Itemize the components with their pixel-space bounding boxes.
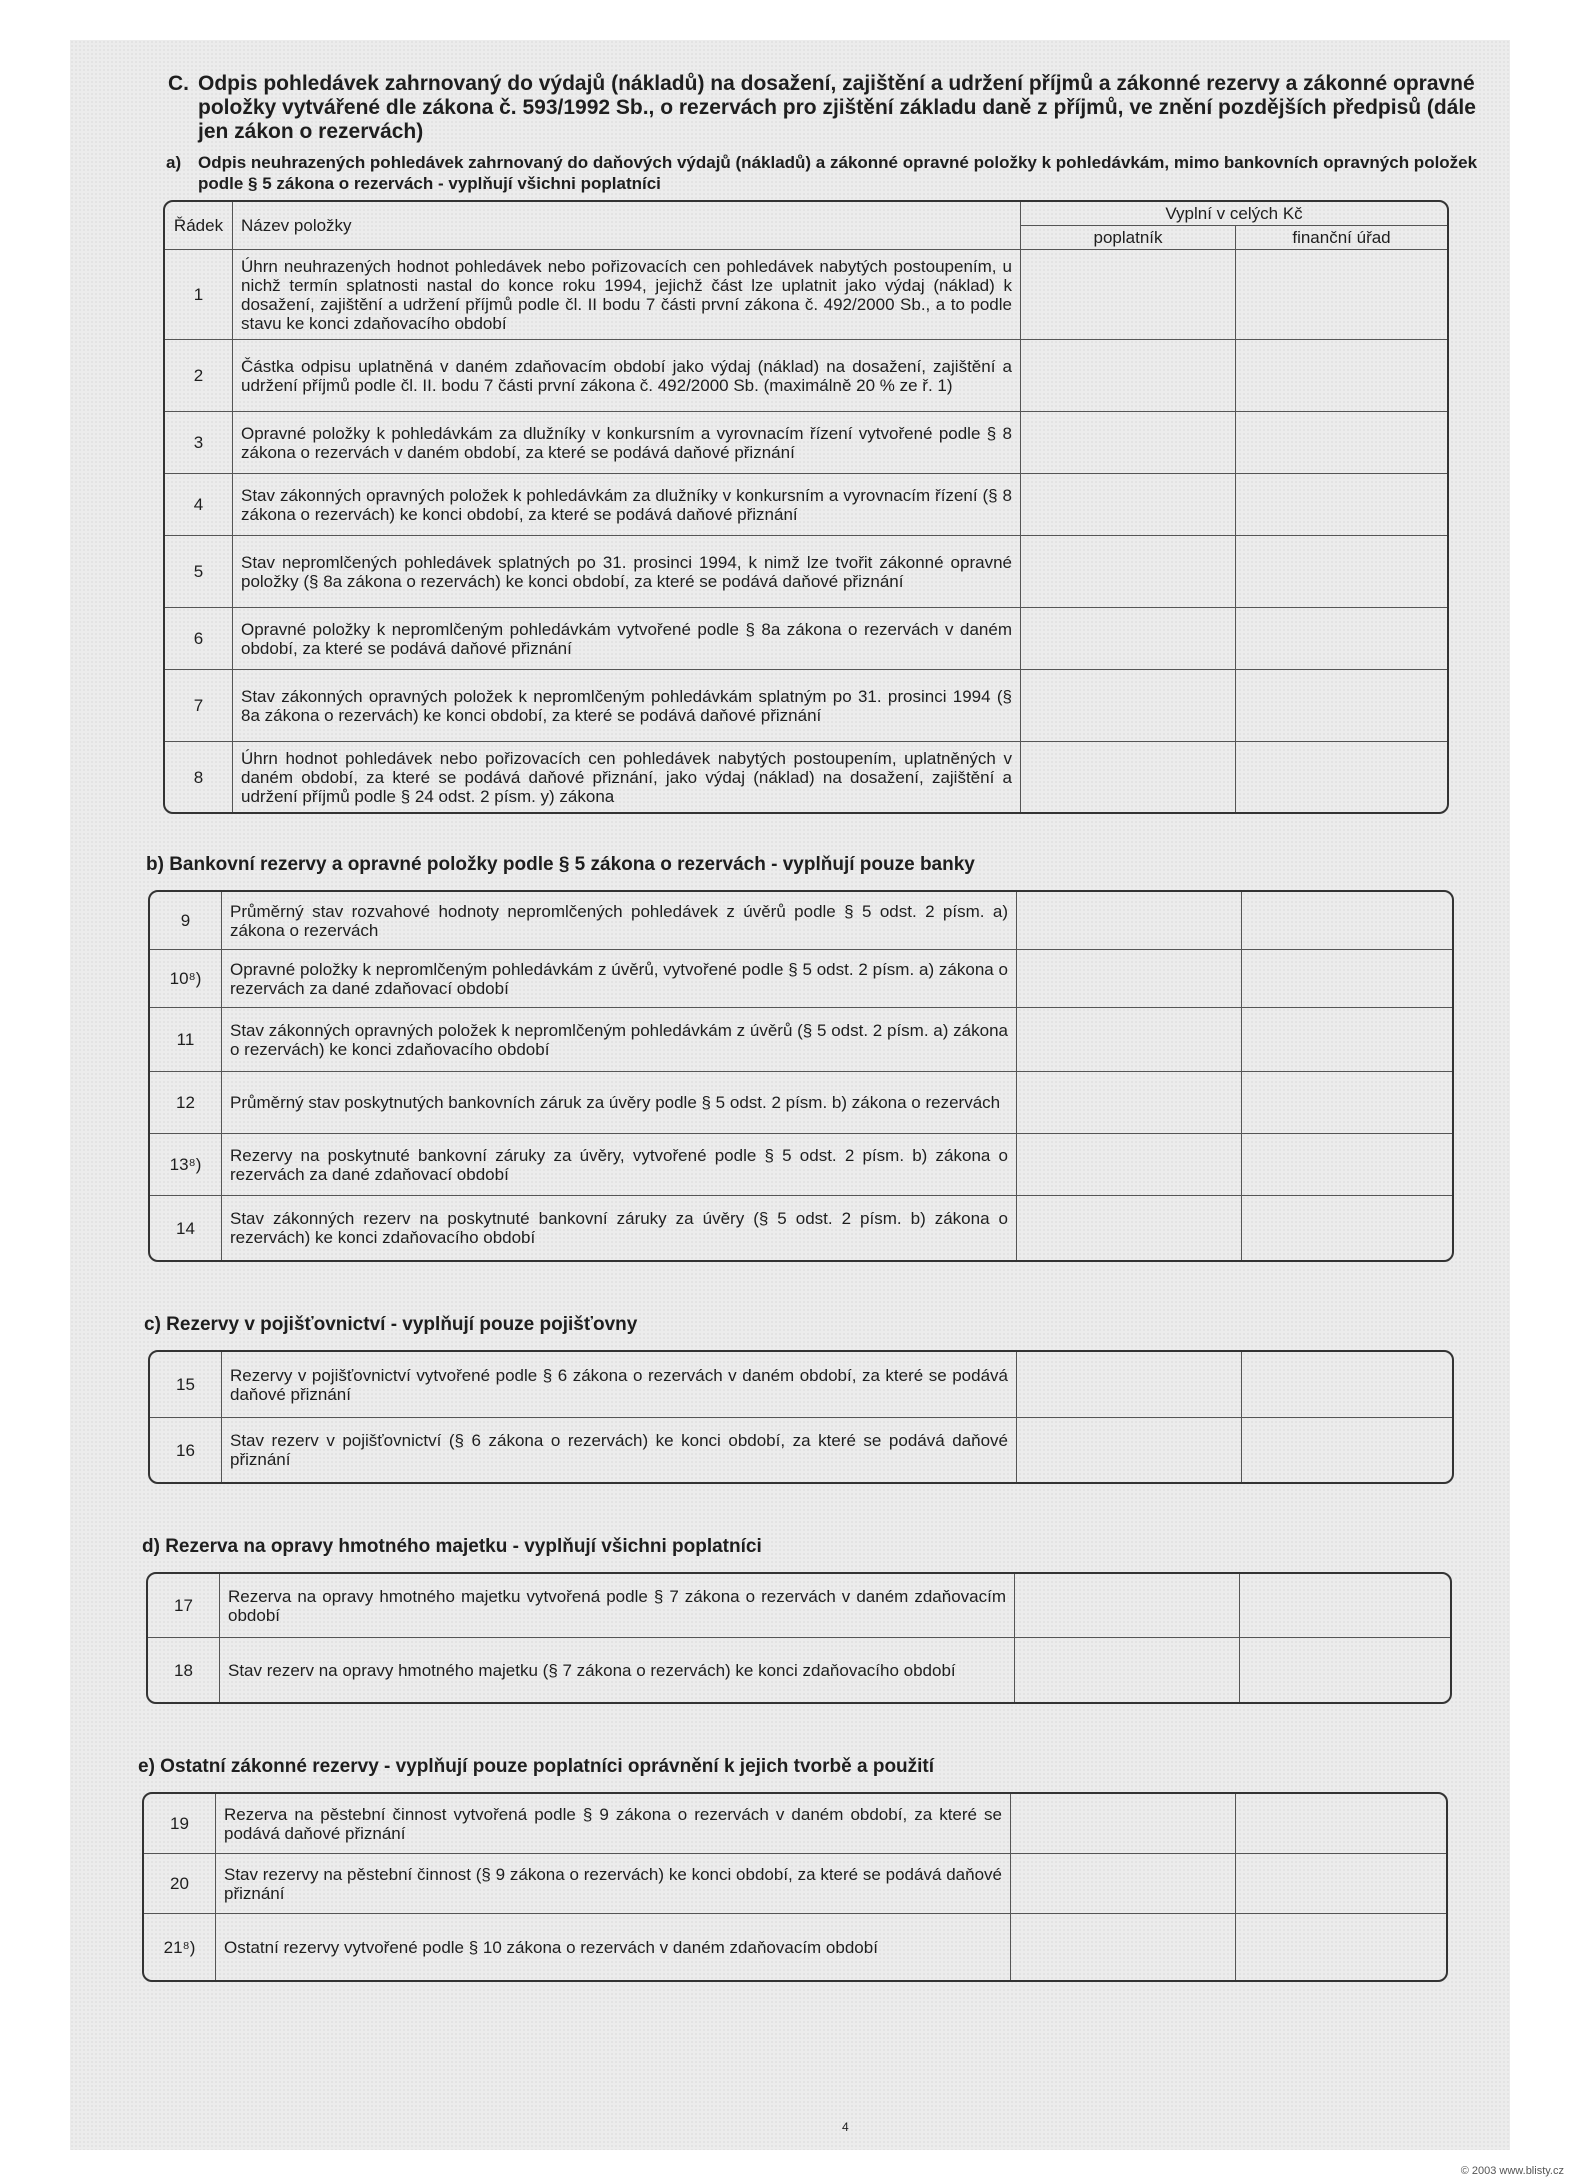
section-d-heading: d) Rezerva na opravy hmotného majetku - vyplňují všichni poplatníci — [142, 1536, 762, 1557]
row-item-name: Opravné položky k nepromlčeným pohledávkám z úvěrů, vytvořené podle § 5 odst. 2 písm. a) zákona o rezervách za dané zdaňovací období — [222, 950, 1017, 1008]
row-number: 9 — [150, 892, 222, 950]
table-row — [150, 950, 1452, 1008]
section-a-heading — [138, 152, 1508, 194]
table-row — [165, 412, 1447, 474]
poplatnik-value-field[interactable] — [1017, 1352, 1242, 1418]
watermark-text: © 2003 www.blisty.cz — [1460, 2165, 1564, 2177]
header-radek: Řádek — [165, 202, 233, 250]
row-number: 15 — [150, 1352, 222, 1418]
table-row — [144, 1794, 1446, 1854]
poplatnik-value-field[interactable] — [1021, 742, 1236, 812]
section-b-heading: b) Bankovní rezervy a opravné položky podle § 5 zákona o rezervách - vyplňují pouze banky — [146, 854, 975, 875]
row-number: 11 — [150, 1008, 222, 1072]
poplatnik-value-field[interactable] — [1017, 1418, 1242, 1482]
row-number: 7 — [165, 670, 233, 742]
table-row — [150, 1134, 1452, 1196]
table-a-header-row — [165, 202, 1447, 226]
row-number: 2 — [165, 340, 233, 412]
form-page — [70, 40, 1510, 2150]
financni-urad-value-field[interactable] — [1236, 608, 1447, 670]
financni-urad-value-field[interactable] — [1242, 1072, 1452, 1134]
financni-urad-value-field[interactable] — [1242, 950, 1452, 1008]
poplatnik-value-field[interactable] — [1021, 474, 1236, 536]
poplatnik-value-field[interactable] — [1017, 1196, 1242, 1260]
poplatnik-value-field[interactable] — [1021, 608, 1236, 670]
row-item-name: Stav zákonných rezerv na poskytnuté bankovní záruky za úvěry (§ 5 odst. 2 písm. b) zákona o rezervách) ke konci zdaňovacího období — [222, 1196, 1017, 1260]
poplatnik-value-field[interactable] — [1017, 1072, 1242, 1134]
row-item-name: Rezervy v pojišťovnictví vytvořené podle § 6 zákona o rezervách v daném období, za které se podává daňové přiznání — [222, 1352, 1017, 1418]
financni-urad-value-field[interactable] — [1236, 474, 1447, 536]
poplatnik-value-field[interactable] — [1021, 536, 1236, 608]
row-item-name: Opravné položky k nepromlčeným pohledávkám vytvořené podle § 8a zákona o rezervách v daném období, za které se podává daňové přiznání — [233, 608, 1021, 670]
poplatnik-value-field[interactable] — [1011, 1854, 1236, 1914]
row-number: 4 — [165, 474, 233, 536]
row-number: 10⁸) — [150, 950, 222, 1008]
poplatnik-value-field[interactable] — [1021, 250, 1236, 340]
financni-urad-value-field[interactable] — [1236, 1914, 1446, 1980]
financni-urad-value-field[interactable] — [1242, 1196, 1452, 1260]
row-item-name: Úhrn neuhrazených hodnot pohledávek nebo pořizovacích cen pohledávek nabytých postoupením, u nichž termín splatnosti nastal do konce roku 1994, jejichž část lze uplatnit jako výdaj (náklad) k dosažení, zajištění a udržení příjmů podle čl. II bodu 7 části první zákona č. 492/2000 Sb., a to podle stavu ke konci zdaňovacího období — [233, 250, 1021, 340]
table-row — [148, 1574, 1450, 1638]
poplatnik-value-field[interactable] — [1015, 1574, 1240, 1638]
financni-urad-value-field[interactable] — [1242, 1352, 1452, 1418]
table-row — [165, 536, 1447, 608]
table-section-c2 — [148, 1350, 1454, 1484]
poplatnik-value-field[interactable] — [1011, 1794, 1236, 1854]
row-item-name: Částka odpisu uplatněná v daném zdaňovacím období jako výdaj (náklad) na dosažení, zajištění a udržení příjmů podle čl. II. bodu 7 části první zákona č. 492/2000 Sb. (maximálně 20 % ze ř. 1) — [233, 340, 1021, 412]
row-item-name: Průměrný stav poskytnutých bankovních záruk za úvěry podle § 5 odst. 2 písm. b) zákona o rezervách — [222, 1072, 1017, 1134]
header-poplatnik: poplatník — [1021, 226, 1236, 250]
header-nazev: Název položky — [233, 202, 1021, 250]
table-row — [165, 250, 1447, 340]
table-row — [165, 670, 1447, 742]
row-item-name: Stav zákonných opravných položek k pohledávkám za dlužníky v konkursním a vyrovnacím řízení (§ 8 zákona o rezervách) ke konci období, za které se podává daňové přiznání — [233, 474, 1021, 536]
row-number: 8 — [165, 742, 233, 812]
financni-urad-value-field[interactable] — [1236, 250, 1447, 340]
row-item-name: Stav rezervy na pěstební činnost (§ 9 zákona o rezervách) ke konci období, za které se podává daňové přiznání — [216, 1854, 1011, 1914]
row-number: 13⁸) — [150, 1134, 222, 1196]
row-number: 5 — [165, 536, 233, 608]
row-number: 3 — [165, 412, 233, 474]
poplatnik-value-field[interactable] — [1021, 670, 1236, 742]
poplatnik-value-field[interactable] — [1017, 1008, 1242, 1072]
financni-urad-value-field[interactable] — [1236, 340, 1447, 412]
row-item-name: Stav zákonných opravných položek k nepromlčeným pohledávkám splatným po 31. prosinci 1994 (§ 8a zákona o rezervách) ke konci období, za které se podává daňové přiznání — [233, 670, 1021, 742]
poplatnik-value-field[interactable] — [1017, 1134, 1242, 1196]
financni-urad-value-field[interactable] — [1242, 892, 1452, 950]
section-c-heading — [138, 72, 1508, 144]
section-a-title: Odpis neuhrazených pohledávek zahrnovaný do daňových výdajů (nákladů) a zákonné opravné položky k pohledávkám, mimo bankovních opravných položek podle § 5 zákona o rezervách - vyplňují všichni poplatníci — [198, 153, 1478, 193]
row-item-name: Stav rezerv v pojišťovnictví (§ 6 zákona o rezervách) ke konci období, za které se podává daňové přiznání — [222, 1418, 1017, 1482]
poplatnik-value-field[interactable] — [1021, 412, 1236, 474]
financni-urad-value-field[interactable] — [1242, 1134, 1452, 1196]
row-item-name: Rezerva na pěstební činnost vytvořená podle § 9 zákona o rezervách v daném období, za které se podává daňové přiznání — [216, 1794, 1011, 1854]
row-item-name: Opravné položky k pohledávkám za dlužníky v konkursním a vyrovnacím řízení vytvořené podle § 8 zákona o rezervách v daném období, za které se podává daňové přiznání — [233, 412, 1021, 474]
poplatnik-value-field[interactable] — [1017, 892, 1242, 950]
row-number: 21⁸) — [144, 1914, 216, 1980]
row-number: 12 — [150, 1072, 222, 1134]
financni-urad-value-field[interactable] — [1240, 1574, 1450, 1638]
section-c-letter: C. — [168, 72, 189, 95]
row-number: 20 — [144, 1854, 216, 1914]
poplatnik-value-field[interactable] — [1015, 1638, 1240, 1702]
table-section-e — [142, 1792, 1448, 1982]
table-row — [150, 1008, 1452, 1072]
section-e-heading: e) Ostatní zákonné rezervy - vyplňují pouze poplatníci oprávnění k jejich tvorbě a použití — [138, 1756, 935, 1777]
financni-urad-value-field[interactable] — [1236, 742, 1447, 812]
row-item-name: Úhrn hodnot pohledávek nebo pořizovacích cen pohledávek nabytých postoupením, uplatněných v daném období, za které se podává daňové přiznání, jako výdaj (náklad) na dosažení, zajištění a udržení příjmů podle § 24 odst. 2 písm. y) zákona — [233, 742, 1021, 812]
financni-urad-value-field[interactable] — [1236, 412, 1447, 474]
row-item-name: Stav nepromlčených pohledávek splatných po 31. prosinci 1994, k nimž lze tvořit zákonné opravné položky (§ 8a zákona o rezervách) ke konci období, za které se podává daňové přiznání — [233, 536, 1021, 608]
header-vyplni: Vyplní v celých Kč — [1021, 202, 1447, 226]
financni-urad-value-field[interactable] — [1242, 1418, 1452, 1482]
row-item-name: Stav rezerv na opravy hmotného majetku (§ 7 zákona o rezervách) ke konci zdaňovacího období — [220, 1638, 1015, 1702]
table-section-b — [148, 890, 1454, 1262]
row-number: 18 — [148, 1638, 220, 1702]
row-number: 19 — [144, 1794, 216, 1854]
table-row — [144, 1854, 1446, 1914]
row-item-name: Ostatní rezervy vytvořené podle § 10 zákona o rezervách v daném zdaňovacím období — [216, 1914, 1011, 1980]
table-section-d — [146, 1572, 1452, 1704]
poplatnik-value-field[interactable] — [1021, 340, 1236, 412]
form-content — [138, 52, 1508, 1982]
row-number: 16 — [150, 1418, 222, 1482]
table-row — [150, 892, 1452, 950]
financni-urad-value-field[interactable] — [1242, 1008, 1452, 1072]
header-financni-urad: finanční úřad — [1236, 226, 1447, 250]
row-item-name: Průměrný stav rozvahové hodnoty nepromlčených pohledávek z úvěrů podle § 5 odst. 2 písm. a) zákona o rezervách — [222, 892, 1017, 950]
financni-urad-value-field[interactable] — [1236, 1854, 1446, 1914]
table-row — [150, 1352, 1452, 1418]
table-row — [148, 1638, 1450, 1702]
financni-urad-value-field[interactable] — [1236, 1794, 1446, 1854]
table-row — [144, 1914, 1446, 1980]
row-item-name: Stav zákonných opravných položek k nepromlčeným pohledávkám z úvěrů (§ 5 odst. 2 písm. a) zákona o rezervách) ke konci zdaňovacího období — [222, 1008, 1017, 1072]
financni-urad-value-field[interactable] — [1236, 670, 1447, 742]
table-section-a — [163, 200, 1449, 814]
row-item-name: Rezervy na poskytnuté bankovní záruky za úvěry, vytvořené podle § 5 odst. 2 písm. b) zákona o rezervách za dané zdaňovací období — [222, 1134, 1017, 1196]
section-c2-heading: c) Rezervy v pojišťovnictví - vyplňují pouze pojišťovny — [144, 1314, 638, 1335]
table-row — [150, 1196, 1452, 1260]
row-number: 6 — [165, 608, 233, 670]
poplatnik-value-field[interactable] — [1011, 1914, 1236, 1980]
financni-urad-value-field[interactable] — [1240, 1638, 1450, 1702]
table-row — [165, 474, 1447, 536]
section-c-title: Odpis pohledávek zahrnovaný do výdajů (nákladů) na dosažení, zajištění a udržení příjmů a zákonné rezervy a zákonné opravné položky vytvářené dle zákona č. 593/1992 Sb., o rezervách pro zjištění základu daně z příjmů, ve znění pozdějších předpisů (dále jen zákon o rezervách) — [198, 72, 1476, 143]
row-number: 14 — [150, 1196, 222, 1260]
row-item-name: Rezerva na opravy hmotného majetku vytvořená podle § 7 zákona o rezervách v daném zdaňovacím období — [220, 1574, 1015, 1638]
page-number: 4 — [842, 2120, 849, 2134]
row-number: 17 — [148, 1574, 220, 1638]
section-a-letter: a) — [166, 153, 182, 172]
poplatnik-value-field[interactable] — [1017, 950, 1242, 1008]
table-row — [165, 608, 1447, 670]
table-row — [150, 1418, 1452, 1482]
table-row — [165, 340, 1447, 412]
table-row — [150, 1072, 1452, 1134]
row-number: 1 — [165, 250, 233, 340]
table-row — [165, 742, 1447, 812]
financni-urad-value-field[interactable] — [1236, 536, 1447, 608]
